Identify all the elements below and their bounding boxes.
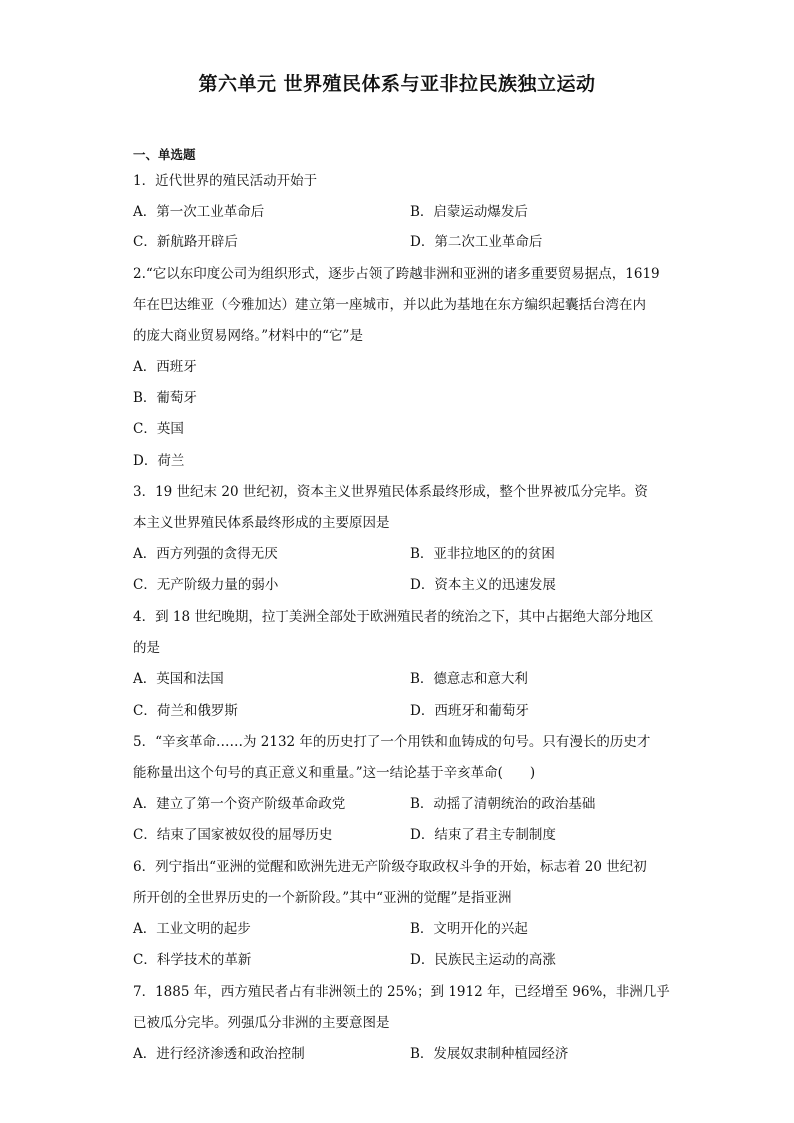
question-6-option-b[interactable]: B．文明开化的兴起 xyxy=(410,921,528,937)
question-1-option-d[interactable]: D．第二次工业革命后 xyxy=(410,234,543,250)
question-2-option-b[interactable]: B．葡萄牙 xyxy=(133,390,197,406)
question-5-option-b[interactable]: B．动摇了清朝统治的政治基础 xyxy=(410,796,596,812)
question-5-stem-line-1: 5．“辛亥革命……为 2132 年的历史打了一个用铁和血铸成的句号。只有漫长的历史才 xyxy=(133,734,651,750)
question-5-option-c[interactable]: C．结束了国家被奴役的屈辱历史 xyxy=(133,827,333,843)
question-3-option-a[interactable]: A．西方列强的贪得无厌 xyxy=(133,546,278,562)
question-3-stem-line-2: 本主义世界殖民体系最终形成的主要原因是 xyxy=(133,515,390,531)
question-5-option-a[interactable]: A．建立了第一个资产阶级革命政党 xyxy=(133,796,346,812)
question-2-option-c[interactable]: C．英国 xyxy=(133,421,184,437)
question-2-stem-line-3: 的庞大商业贸易网络。”材料中的“它”是 xyxy=(133,328,363,344)
question-6-option-d[interactable]: D．民族民主运动的高涨 xyxy=(410,952,556,968)
question-1-option-a[interactable]: A．第一次工业革命后 xyxy=(133,204,265,220)
question-7-stem-line-1: 7．1885 年，西方殖民者占有非洲领土的 25%；到 1912 年，已经增至 96%，非洲几乎 xyxy=(133,984,670,1000)
question-6-option-c[interactable]: C．科学技术的革新 xyxy=(133,952,252,968)
question-7-option-b[interactable]: B．发展奴隶制种植园经济 xyxy=(410,1046,569,1062)
question-2-stem-line-1: 2.“它以东印度公司为组织形式，逐步占领了跨越非洲和亚洲的诸多重要贸易据点，1619 xyxy=(133,266,660,282)
section-heading: 一、单选题 xyxy=(133,147,196,162)
question-7-option-a[interactable]: A．进行经济渗透和政治控制 xyxy=(133,1046,305,1062)
question-2-option-d[interactable]: D．荷兰 xyxy=(133,453,185,469)
question-5-stem-line-2: 能称量出这个句号的真正意义和重量。”这一结论基于辛亥革命( ) xyxy=(133,765,536,781)
question-7-stem-line-2: 已被瓜分完毕。列强瓜分非洲的主要意图是 xyxy=(133,1015,390,1031)
question-1-option-b[interactable]: B．启蒙运动爆发后 xyxy=(410,204,528,220)
question-2-option-a[interactable]: A．西班牙 xyxy=(133,359,197,375)
question-3-stem-line-1: 3．19 世纪末 20 世纪初，资本主义世界殖民体系最终形成，整个世界被瓜分完毕。资 xyxy=(133,484,648,500)
question-6-stem-line-1: 6．列宁指出“亚洲的觉醒和欧洲先进无产阶级夺取政权斗争的开始，标志着 20 世纪初 xyxy=(133,859,647,875)
question-4-stem-line-2: 的是 xyxy=(133,640,160,656)
question-3-option-d[interactable]: D．资本主义的迅速发展 xyxy=(410,577,556,593)
question-4-option-b[interactable]: B．德意志和意大利 xyxy=(410,671,528,687)
question-1-option-c[interactable]: C．新航路开辟后 xyxy=(133,234,238,250)
question-3-option-c[interactable]: C．无产阶级力量的弱小 xyxy=(133,577,279,593)
page-title: 第六单元 世界殖民体系与亚非拉民族独立运动 xyxy=(198,73,596,95)
question-4-option-c[interactable]: C．荷兰和俄罗斯 xyxy=(133,703,238,719)
question-6-stem-line-2: 所开创的全世界历史的一个新阶段。”其中“亚洲的觉醒”是指亚洲 xyxy=(133,890,512,906)
question-2-stem-line-2: 年在巴达维亚（今雅加达）建立第一座城市，并以此为基地在东方编织起囊括台湾在内 xyxy=(133,297,646,313)
question-4-stem-line-1: 4．到 18 世纪晚期，拉丁美洲全部处于欧洲殖民者的统治之下，其中占据绝大部分地区 xyxy=(133,609,654,625)
question-1-stem: 1．近代世界的殖民活动开始于 xyxy=(133,173,318,189)
question-5-option-d[interactable]: D．结束了君主专制制度 xyxy=(410,827,556,843)
question-4-option-a[interactable]: A．英国和法国 xyxy=(133,671,224,687)
question-4-option-d[interactable]: D．西班牙和葡萄牙 xyxy=(410,703,529,719)
question-6-option-a[interactable]: A．工业文明的起步 xyxy=(133,921,251,937)
question-3-option-b[interactable]: B．亚非拉地区的的贫困 xyxy=(410,546,555,562)
